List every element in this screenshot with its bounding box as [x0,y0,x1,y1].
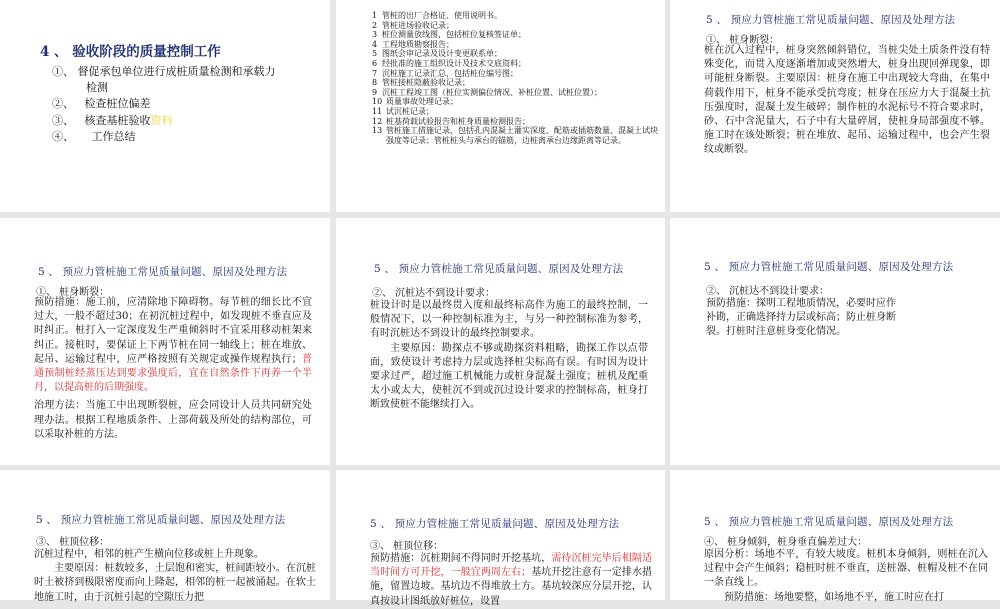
document-list-item [372,40,662,50]
document-list-item [372,126,662,145]
item-text: 经批准的施工组织设计及技术交底资料； [382,58,526,68]
item-text: 工程地质勘察报告； [382,39,454,49]
section-title: 5 、 预应力管桩施工常见质量问题、原因及处理方法 [38,266,288,278]
item-number: 2 [372,20,378,30]
acceptance-documents-list [372,11,662,145]
item-text: 管桩的出厂合格证、使用说明书。 [382,11,502,20]
section-title: 5 、 预应力管桩施工常见质量问题、原因及处理方法 [706,14,956,26]
slide-2[interactable] [336,0,665,212]
slide-6[interactable] [670,218,1000,465]
item-number: ②、 [52,97,74,110]
item-text: 管桩接桩隐蔽验收记录； [382,78,470,88]
item-text: 图纸会审记录及设计变更联系单； [382,49,502,59]
body-text-part: 预防措施：场地要整，如场地不平，施工时应在打 [724,591,944,603]
item-number: 7 [372,68,378,78]
item-number: 10 [372,97,383,107]
item-number: 5 [372,49,378,59]
item-text: 桩位测量放线图，包括桩位复核签证单； [382,30,526,40]
slide-9[interactable] [670,470,1000,603]
item-number: 3 [372,30,378,40]
slide-1-list [52,64,322,146]
subheading: ④、 桩身倾斜，桩身垂直偏差过大： [704,537,868,548]
subheading: ②、 沉桩达不到设计要求： [372,288,496,299]
body-text [370,299,648,413]
document-list-item [372,88,662,98]
body-text: 桩在沉入过程中，桩身突然倾斜错位，当桩尖处土质条件没有特殊变化，而贯入度逐渐增加或突然增大，桩身出现回弹现象，即可能桩身断裂。主要原因：桩身在施工中出现较大弯曲，在集中荷载作用下，桩身不能承受抗弯度；桩身在压应力大于混凝土抗压强度时，混凝土发生破碎；制作桩的水泥标号不符合要求时，砂、石中含泥量大，石子中有大量碎屑，使桩身局部强度不够。施工时在该处断裂；桩在堆放、起吊、运输过程中，也会产生裂纹或断裂。 [704,45,990,156]
subheading: ③、 桩顶位移： [36,537,110,548]
slide-7[interactable] [0,470,330,603]
section-title: 5 、 预应力管桩施工常见质量问题、原因及处理方法 [374,263,624,275]
item-text: 桩基荷载试验报告和桩身质量检测报告； [386,116,530,126]
item-number: 4 [372,39,378,49]
subheading: ③、 桩顶位移： [370,541,444,552]
item-number: 9 [372,87,378,97]
item-number: 6 [372,58,378,68]
item-number: 12 [372,116,383,126]
document-list-item [372,30,662,40]
item-text: 沉桩施工记录汇总，包括桩位编号图； [382,68,518,78]
item-text: 试沉桩记录； [386,106,434,116]
list-item [52,96,322,112]
item-text: 督促承包单位进行成桩质量检测和承载力 [77,65,276,78]
item-number: 13 [372,126,383,136]
list-item [52,113,322,129]
item-number: ④、 [52,130,74,143]
item-text: 质量事故处理记录； [386,97,458,107]
body-text-part: 基坑开挖注意有一定排水措施，留置边坡。基坑边不得堆放土方。基坑较深应分层开挖，认真按设计图纸放好桩位，设置 [370,567,653,607]
subheading: ②、 沉桩达不到设计要求： [706,286,830,297]
body-text [704,548,988,605]
item-text-continuation: 检测 [86,80,108,94]
body-text-part: 治理方法：当施工中出现断裂桩，应会同设计人员共同研究处理办法。根据工程地质条件、上部荷载及所处的结构部位，可以采取补桩的方法。 [34,400,312,440]
item-text: 核查基桩验收 [84,113,151,127]
body-text-part: 主要原因：勘探点不够或勘探资料粗略，勘探工作以点带面，致使设计考虑持力层或选择桩尖标高有误。有时因为设计要求过严，超过施工机械能力或桩身混凝土强度；桩机及配重太小或太大，使桩沉不到或沉过设计要求的控制标高，桩身打断致使桩不能继续打入。 [370,342,648,411]
highlighted-text: 需待沉桩完毕后相隔适当时间方可开挖，一般宜两周左右； [370,553,653,579]
document-list-item [372,69,662,79]
section-title: 5 、 预应力管桩施工常见质量问题、原因及处理方法 [704,261,954,273]
document-list-item [372,21,662,31]
slide-1[interactable] [0,0,330,212]
document-list-item [372,59,662,69]
section-title: 5 、 预应力管桩施工常见质量问题、原因及处理方法 [370,518,620,530]
item-number: ①、 [52,65,74,78]
section-title: 5 、 预应力管桩施工常见质量问题、原因及处理方法 [36,514,286,526]
item-text: 管桩施工措施记录，包括孔内混凝土灌实深度、配筋或插筋数量、混凝土试块强度等记录；管桩桩头与承台的锚筋，边桩离承台边缘距离等记录。 [386,126,658,145]
body-text-part: 桩设计时是以最终贯入度和最终标高作为施工的最终控制，一般情况下，以一种控制标准为主，与另一种控制标准为参考，有时沉桩达不到设计的最终控制要求。 [370,300,648,340]
materials-link[interactable]: 资料 [150,113,173,127]
document-list-item [372,117,662,127]
body-text-part: 原因分析：场地不平，有较大坡度。桩机本身倾斜，则桩在沉入过程中会产生倾斜；稳桩时桩不垂直，送桩器、桩帽及桩不在同一条直线上。 [704,549,988,589]
item-number: 11 [372,106,383,116]
document-list-item [372,107,662,117]
body-line: 裂。打桩时注意桩身变化情况。 [706,326,846,338]
body-text [370,552,652,609]
document-list-item [372,97,662,107]
item-number: 1 [372,11,378,20]
document-list-item [372,78,662,88]
slide-4[interactable] [0,218,330,465]
list-item [52,129,322,145]
item-number: ③、 [52,113,74,127]
slide-1-title: 4 、 验收阶段的质量控制工作 [40,44,221,60]
highlighted-text: 普通预制桩经蒸压达到要求强度后，宜在自然条件下再养一个半月，以提高桩的后期强度。 [34,353,313,394]
item-text: 管桩进场验收记录； [382,20,454,30]
item-number: 8 [372,78,378,88]
document-list-item [372,49,662,59]
body-text-part: 预防措施：沉桩期间不得同时开挖基坑， [370,553,552,564]
body-text [34,548,316,605]
document-list-item [372,11,662,21]
body-text [34,296,312,442]
item-text: 工作总结 [91,130,136,143]
body-line: 补勘，正确选择持力层或标高；防止桩身断 [706,312,896,324]
slide-3[interactable] [670,0,1000,212]
body-text-part: 主要原因：桩数较多，土层饱和密实，桩间距较小。在沉桩时土被挤到极限密度而向上隆起，相邻的桩一起被涌起。在软土地施工时，由于沉桩引起的空隙压力把 [34,563,316,603]
section-title: 5 、 预应力管桩施工常见质量问题、原因及处理方法 [704,516,954,528]
body-text [706,297,976,340]
body-text-part: 沉桩过程中，相邻的桩产生横向位移或桩上升现象。 [34,549,264,560]
subheading: ①、 桩身断裂： [36,287,110,298]
item-text: 检查桩位偏差 [84,97,151,110]
slide-5[interactable] [336,218,665,465]
body-text-part: 预防措施：施工前，应清除地下障碍物。每节桩的细长比不宜过大，一般不超过30；在初沉桩过程中，如发现桩不垂直应及时纠正。桩打入一定深度发生严重倾斜时不宜采用移动桩架来纠正。接桩时，要保证上下两节桩在同一轴线上；桩在堆放、起吊、运输过程中，应严格按照有关规定或操作规程执行； [34,297,312,365]
subheading: ①、 桩身断裂： [706,35,780,46]
item-text: 沉桩工程竣工图（桩位实测偏位情况、补桩位置、试桩位置）； [382,87,602,97]
body-line: 预防措施：探明工程地质情况，必要时应作 [706,298,896,309]
list-item [52,64,322,95]
slide-8[interactable] [336,470,665,607]
